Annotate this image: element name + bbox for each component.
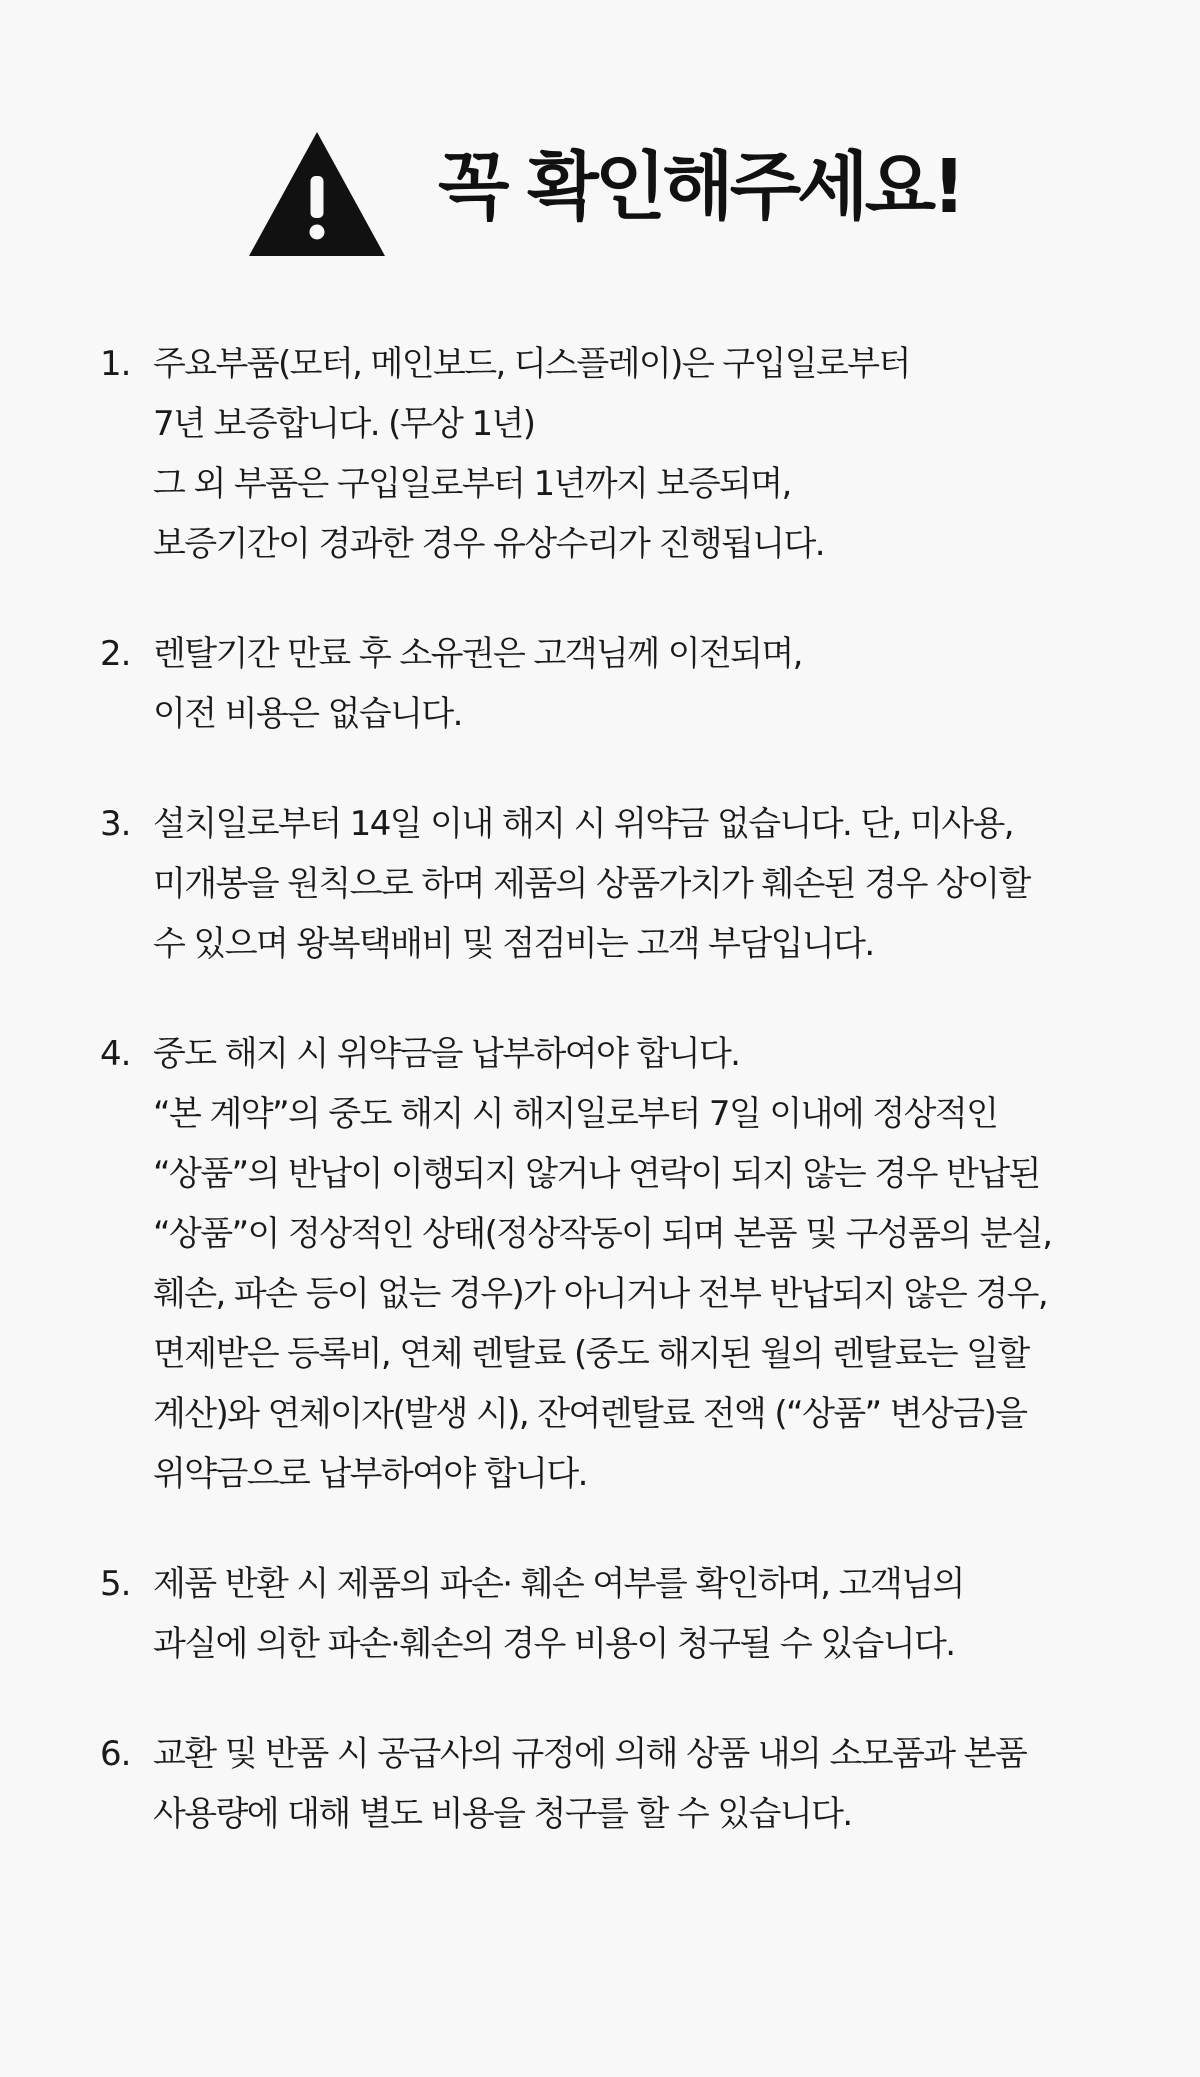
page-title: 꼭 확인해주세요!	[438, 144, 962, 230]
notice-item-number: 6.	[100, 1734, 131, 1774]
notice-item-text-line: “상품”이 정상적인 상태(정상작동이 되며 본품 및 구성품의 분실,	[153, 1214, 1052, 1254]
notice-item-text-line: 설치일로부터 14일 이내 해지 시 위약금 없습니다. 단, 미사용,	[153, 804, 1013, 844]
notice-item-number: 3.	[100, 804, 131, 844]
notice-item-5	[100, 1554, 1160, 1674]
notice-item-number: 2.	[100, 634, 131, 674]
notice-item-text-line: 훼손, 파손 등이 없는 경우)가 아니거나 전부 반납되지 않은 경우,	[153, 1274, 1048, 1314]
notice-item-text-line: 이전 비용은 없습니다.	[153, 694, 462, 734]
notice-item-4	[100, 1024, 1160, 1504]
notice-item-text-line: 위약금으로 납부하여야 합니다.	[153, 1454, 587, 1494]
notice-item-text-line: 계산)와 연체이자(발생 시), 잔여렌탈료 전액 (“상품” 변상금)을	[153, 1394, 1027, 1434]
notice-item-1	[100, 334, 1160, 574]
notice-header	[0, 130, 1200, 260]
notice-item-text-line: 제품 반환 시 제품의 파손· 훼손 여부를 확인하며, 고객님의	[153, 1564, 964, 1604]
notice-item-3	[100, 794, 1160, 974]
notice-list	[100, 334, 1160, 1894]
notice-item-text-line: 주요부품(모터, 메인보드, 디스플레이)은 구입일로부터	[153, 344, 910, 384]
notice-item-text-line: 7년 보증합니다. (무상 1년)	[153, 404, 535, 444]
notice-item-2	[100, 624, 1160, 744]
notice-item-text-line: 보증기간이 경과한 경우 유상수리가 진행됩니다.	[153, 524, 824, 564]
notice-item-text-line: 수 있으며 왕복택배비 및 점검비는 고객 부담입니다.	[153, 924, 874, 964]
notice-item-text-line: 교환 및 반품 시 공급사의 규정에 의해 상품 내의 소모품과 본품	[153, 1734, 1027, 1774]
notice-item-number: 5.	[100, 1564, 131, 1604]
notice-item-text-line: “본 계약”의 중도 해지 시 해지일로부터 7일 이내에 정상적인	[153, 1094, 998, 1134]
notice-item-6	[100, 1724, 1160, 1844]
notice-item-text-line: 사용량에 대해 별도 비용을 청구를 할 수 있습니다.	[153, 1794, 852, 1834]
notice-item-text-line: 중도 해지 시 위약금을 납부하여야 합니다.	[153, 1034, 740, 1074]
notice-item-number: 1.	[100, 344, 131, 384]
notice-item-number: 4.	[100, 1034, 131, 1074]
warning-icon	[248, 132, 386, 256]
notice-item-text-line: 면제받은 등록비, 연체 렌탈료 (중도 해지된 월의 렌탈료는 일할	[153, 1334, 1029, 1374]
notice-item-text-line: “상품”의 반납이 이행되지 않거나 연락이 되지 않는 경우 반납된	[153, 1154, 1040, 1194]
notice-item-text-line: 과실에 의한 파손·훼손의 경우 비용이 청구될 수 있습니다.	[153, 1624, 955, 1664]
notice-item-text-line: 렌탈기간 만료 후 소유권은 고객님께 이전되며,	[153, 634, 802, 674]
notice-item-text-line: 미개봉을 원칙으로 하며 제품의 상품가치가 훼손된 경우 상이할	[153, 864, 1030, 904]
notice-item-text-line: 그 외 부품은 구입일로부터 1년까지 보증되며,	[153, 464, 791, 504]
